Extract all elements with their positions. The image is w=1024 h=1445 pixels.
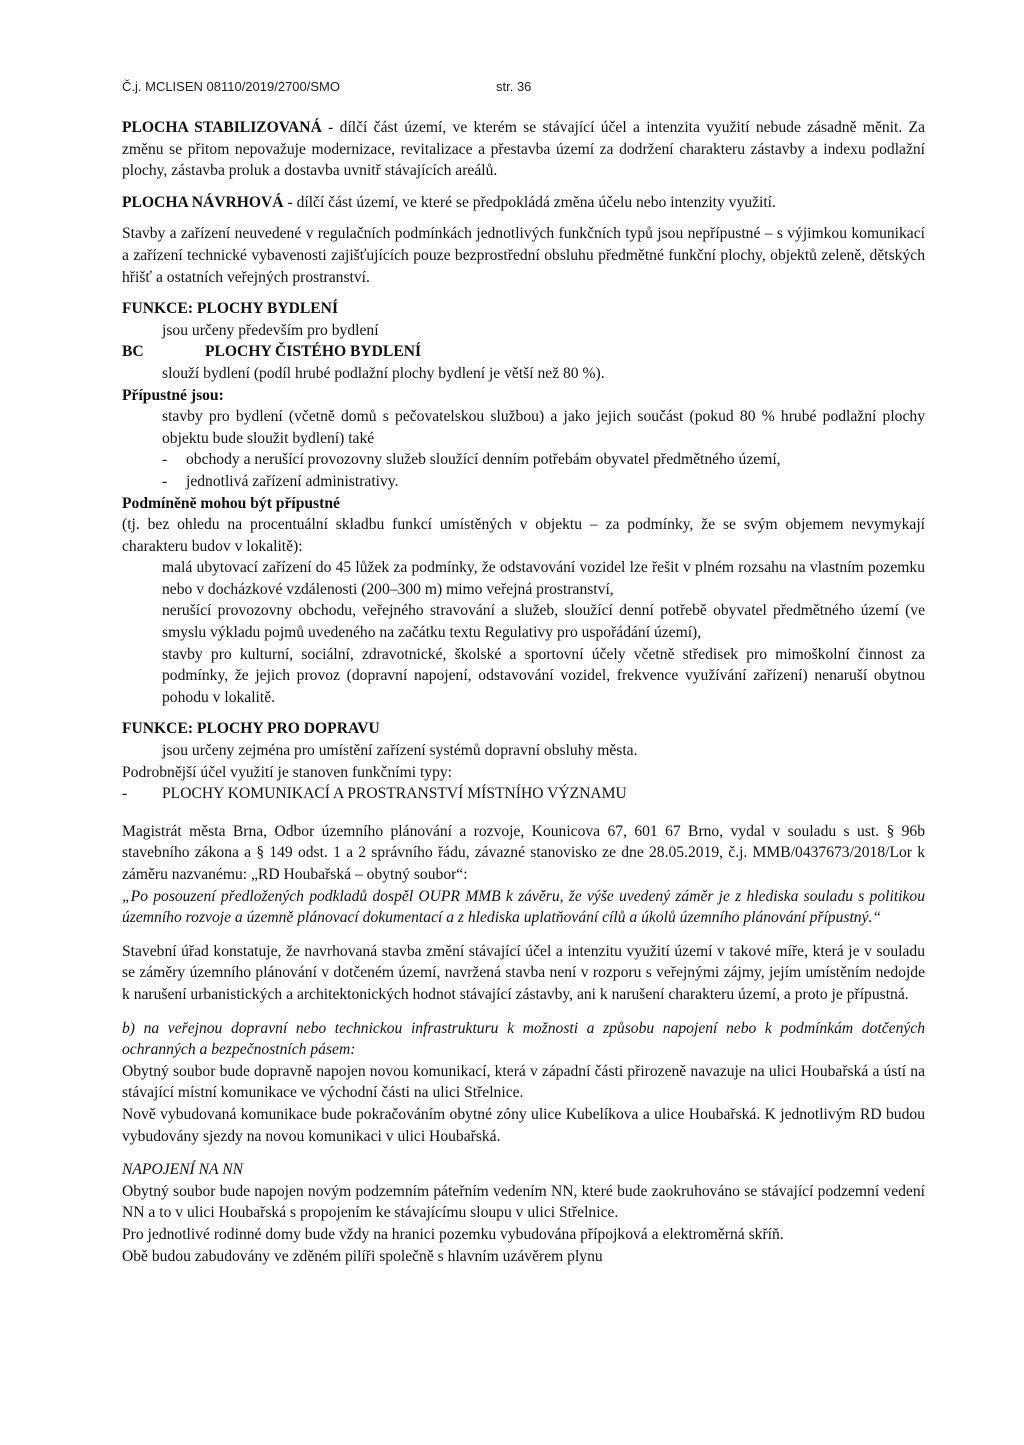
section-intro: jsou určeny zejména pro umístění zařízení systémů dopravní obsluhy města. [162, 742, 638, 760]
list-item-text: jednotlivá zařízení administrativy. [186, 472, 399, 490]
term-plocha-stabilizovana: PLOCHA STABILIZOVANÁ [122, 119, 322, 136]
paragraph-dopravni-napojeni: Obytný soubor bude dopravně napojen novou komunikací, která v západní části přirozeně navazuje na ulici Houbařská a ústí na stávající místní komunikace ve východní části na ulici Střelnice. [122, 1062, 925, 1102]
conditional-text: (tj. bez ohledu na procentuální skladbu funkcí umístěných v objektu – za podmínky, že se svým objemem nevymykají charakteru budov v lokalitě): [122, 516, 925, 555]
list-item [122, 449, 925, 471]
paragraph-pripojka: Pro jednotlivé rodinné domy bude vždy na hranici pozemku vybudována přípojková a elektroměrná skříň. [122, 1225, 784, 1243]
list-bullet: - [162, 472, 168, 490]
list-item [122, 471, 925, 493]
term-plocha-navrhova: PLOCHA NÁVRHOVÁ [122, 193, 284, 211]
list-item-text: obchody a nerušící provozovny služeb sloužící denním potřebám obyvatel předmětného území, [186, 451, 781, 469]
section-intro: jsou určeny především pro bydlení [162, 321, 379, 339]
conditional-item: stavby pro kulturní, sociální, zdravotnické, školské a sportovní účely včetně středisek pro mimoškolní činnost za podmínky, že jejich provoz (dopravní napojení, odstavování vozidel, frekvence využívání zařízení) nenaruší obytnou pohodu v lokalitě. [162, 645, 925, 706]
paragraph-plocha-navrhova [122, 192, 925, 214]
section-heading-plochy-pro-dopravu: FUNKCE: PLOCHY PRO DOPRAVU [122, 720, 380, 738]
conditional-item: malá ubytovací zařízení do 45 lůžek za podmínky, že odstavování vozidel lze řešit v plném rozsahu na vlastním pozemku nebo v docházkové vzdálenosti (200–300 m) mimo veřejná prostranství, [162, 559, 925, 598]
function-type-heading [122, 341, 925, 363]
function-code: BC [122, 343, 144, 361]
paragraph-stavebni-urad: Stavební úřad konstatuje, že navrhovaná stavba změní stávající účel a intenzitu využití území v takové míře, která je v souladu se záměry územního plánování v dotčeném území, navržená stavba není v rozporu s veřejnými zájmy, jejím umístěním nedojde k narušení urbanistických a architektonických hodnot stávající zástavby, ani k narušení charakteru území, a proto je přípustná. [122, 942, 925, 1003]
section-heading-plochy-bydleni: FUNKCE: PLOCHY BYDLENÍ [122, 300, 339, 318]
paragraph-pilir: Obě budou zabudovány ve zděném pilíři společně s hlavním uzávěrem plynu [122, 1247, 603, 1265]
paragraph-plocha-stabilizovana [122, 117, 925, 182]
allowed-text: stavby pro bydlení (včetně domů s pečovatelskou službou) a jako jejich součást (pokud 80 % hrubé podlažní plochy objektu bude sloužit bydlení) také [162, 408, 925, 447]
section-b-heading: b) na veřejnou dopravní nebo technickou infrastrukturu k možnosti a způsobu napojení nebo k podmínkám dotčených ochranných a bezpečnostních pásem: [122, 1019, 925, 1059]
list-item [122, 783, 925, 805]
list-bullet: - [162, 451, 168, 469]
definition-text: - dílčí část území, ve kterém se stávající účel a intenzita využití nebude zásadně měnit. Za změnu se přitom nepovažuje modernizace, revitalizace a přestavba území za dodržení charakteru zástavby a indexu podlažní plochy, zástavba proluk a dostavba uvnitř stávajících areálů. [122, 119, 925, 180]
paragraph-stavby-neuvedene: Stavby a zařízení neuvedené v regulačních podmínkách jednotlivých funkčních typů jsou nepřípustné – s výjimkou komunikací a zařízení technické vybavenosti zajišťujících pouze bezprostřední obsluhu předmětné funkční plochy, objektů zeleně, dětských hřišť a ostatních veřejných prostranství. [122, 225, 925, 286]
conditional-label: Podmíněně mohou být přípustné [122, 494, 340, 512]
list-item-text: PLOCHY KOMUNIKACÍ A PROSTRANSTVÍ MÍSTNÍHO VÝZNAMU [162, 785, 627, 803]
paragraph-napojeni-nn: Obytný soubor bude napojen novým podzemním páteřním vedením NN, které bude zaokruhováno se stávající podzemní vedení NN a to v ulici Houbařská s propojením ke stávajícímu sloupu v ulici Střelnice. [122, 1182, 925, 1222]
allowed-label: Přípustné jsou: [122, 386, 224, 404]
section-detail: Podrobnější účel využití je stanoven funkčními typy: [122, 763, 453, 781]
conditional-item: nerušící provozovny obchodu, veřejného stravování a služeb, sloužící denní potřebě obyvatel předmětného území (ve smyslu výkladu pojmů uvedeného na začátku textu Regulativy pro uspořádání území), [162, 602, 925, 642]
definition-text: - dílčí část území, ve které se předpokládá změna účelu nebo intenzity využití. [283, 193, 776, 211]
section-napojeni-nn-heading: NAPOJENÍ NA NN [122, 1161, 243, 1179]
paragraph-komunikace: Nově vybudovaná komunikace bude pokračováním obytné zóny ulice Kubelíkova a ulice Houbařská. K jednotlivým RD budou vybudovány sjezdy na novou komunikaci v ulici Houbařská. [122, 1105, 925, 1145]
page-number: str. 36 [496, 79, 532, 94]
list-bullet: - [122, 785, 128, 803]
document-reference: Č.j. MCLISEN 08110/2019/2700/SMO [122, 79, 340, 94]
function-name: PLOCHY ČISTÉHO BYDLENÍ [205, 343, 422, 361]
page-header [122, 76, 532, 98]
document-body [122, 117, 925, 1267]
function-description: slouží bydlení (podíl hrubé podlažní plochy bydlení je větší než 80 %). [162, 364, 605, 382]
paragraph-quote: „Po posouzení předložených podkladů dospěl OUPR MMB k závěru, že výše uvedený záměr je z hlediska souladu s politikou územního rozvoje a územně plánovací dokumentací a z hlediska uplatňování cílů a úkolů územního plánování přípustný.“ [122, 887, 925, 927]
paragraph-magistrat: Magistrát města Brna, Odbor územního plánování a rozvoje, Kounicova 67, 601 67 Brno, vydal v souladu s ust. § 96b stavebního zákona a § 149 odst. 1 a 2 správního řádu, závazné stanovisko ze dne 28.05.2019, č.j. MMB/0437673/2018/Lor k záměru nazvanému: „RD Houbařská – obytný soubor“: [122, 822, 925, 883]
